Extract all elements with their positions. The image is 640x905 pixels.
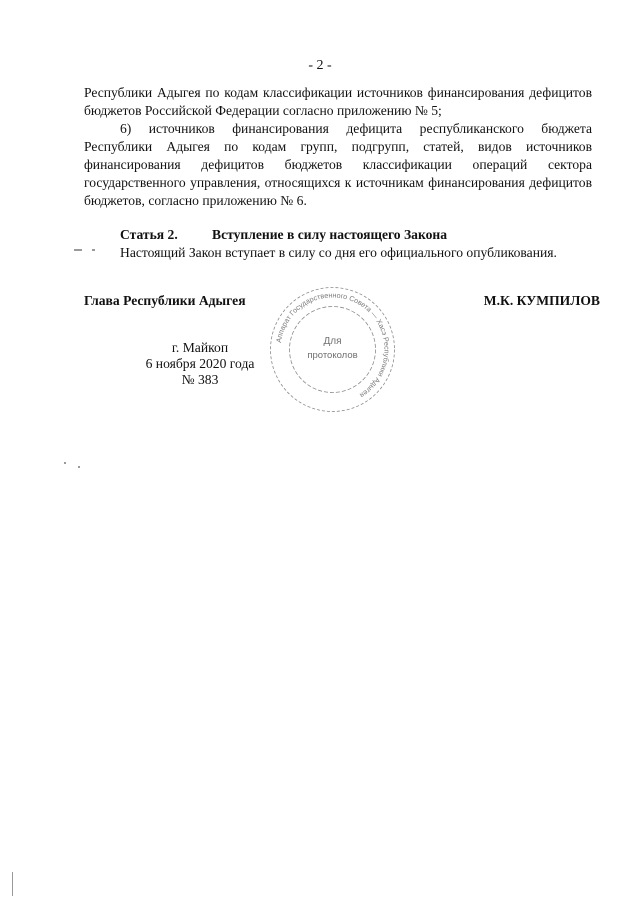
- stamp-ring-text: Аппарат Государственного Совета — Хасэ Республики Адыгея: [273, 290, 392, 400]
- stamp-center-line1: Для: [323, 336, 342, 347]
- signatory-name: М.К. КУМПИЛОВ: [483, 293, 600, 308]
- place-date-block: [120, 340, 280, 388]
- city: г. Майкоп: [171, 340, 229, 355]
- article-number: Статья 2.: [120, 227, 178, 242]
- signatory-position: Глава Республики Адыгея: [84, 293, 246, 308]
- scan-speck: [92, 249, 95, 251]
- scan-speck: [64, 462, 66, 464]
- article-heading: [120, 227, 447, 243]
- paragraph-item-6: 6) источников финансирования дефицита республиканского бюджета Республики Адыгея по кодам групп, подгрупп, статей, видов источников финансирования дефицитов бюджетов классификации операций сектора государственного управления, относящихся к источникам финансирования дефицитов бюджетов, согласно приложению № 6.: [84, 121, 592, 208]
- body-text: [84, 84, 592, 210]
- date: 6 ноября 2020 года: [145, 356, 255, 371]
- scan-speck: [12, 872, 13, 896]
- official-stamp: [265, 282, 400, 417]
- law-number: № 383: [181, 372, 219, 387]
- page-number: - 2 -: [308, 58, 332, 73]
- scan-speck: [78, 466, 80, 468]
- article-title: Вступление в силу настоящего Закона: [212, 227, 448, 242]
- scan-speck: [74, 249, 82, 251]
- paragraph-continuation: Республики Адыгея по кодам классификации источников финансирования дефицитов бюджетов Российской Федерации согласно приложению № 5;: [84, 85, 592, 118]
- article-text: Настоящий Закон вступает в силу со дня его официального опубликования.: [120, 245, 557, 260]
- stamp-center-line2: протоколов: [307, 350, 358, 361]
